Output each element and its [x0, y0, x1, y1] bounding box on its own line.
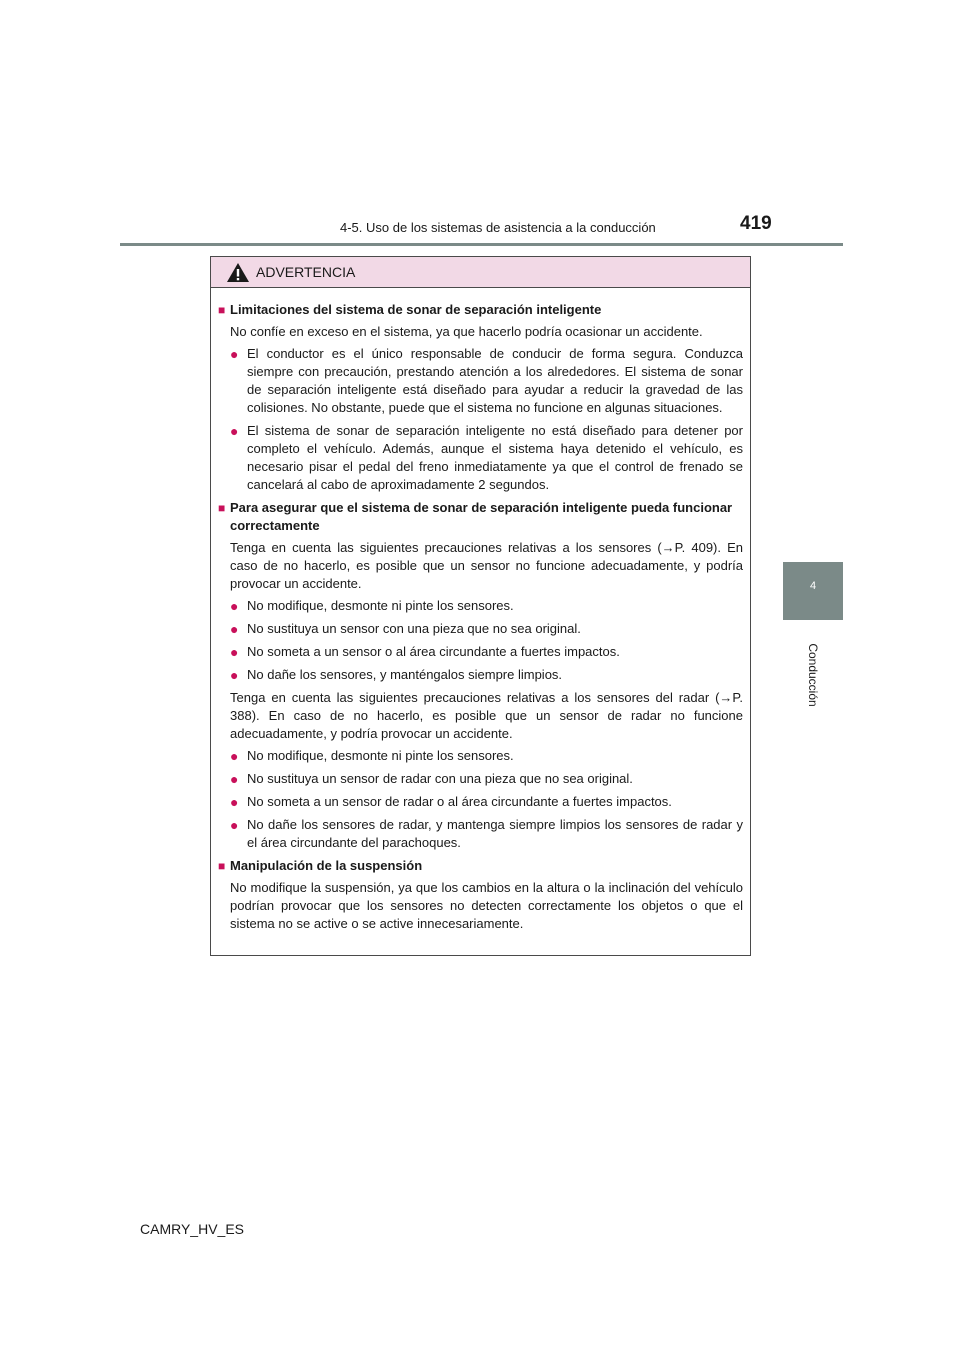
list-item-text: No sustituya un sensor con una pieza que no sea original. [247, 621, 581, 636]
list-item-text: No someta a un sensor de radar o al área circundante a fuertes impactos. [247, 794, 672, 809]
circle-bullet-icon: ● [230, 771, 239, 787]
section-title: 4-5. Uso de los sistemas de asistencia a la conducción [340, 220, 656, 235]
paragraph: No modifique la suspensión, ya que los cambios en la altura o la inclinación del vehículo podrían provocar que los sensores no detecten correctamente los objetos o que el sistema no se active o se active innecesariamente. [230, 880, 743, 931]
list-item [230, 770, 743, 788]
model-code: CAMRY_HV_ES [140, 1221, 245, 1237]
circle-bullet-icon: ● [230, 346, 239, 362]
list-item-text: El conductor es el único responsable de conducir de forma segura. Conduzca siempre con precaución, prestando atención a los alrededores. El sistema de sonar de separación inteligente está diseñado para ayudar a reducir la gravedad de las colisiones. No obstante, puede que el sistema no funcione en algunas situaciones. [247, 346, 743, 415]
page-number: 419 [740, 213, 772, 234]
circle-bullet-icon: ● [230, 748, 239, 764]
chapter-tab-number: 4 [783, 562, 843, 620]
circle-bullet-icon: ● [230, 794, 239, 810]
square-bullet-icon: ■ [218, 303, 226, 317]
circle-bullet-icon: ● [230, 817, 239, 833]
list-item [230, 747, 743, 765]
list-item-text: No modifique, desmonte ni pinte los sensores. [247, 598, 514, 613]
square-bullet-icon: ■ [218, 859, 226, 873]
warning-box [210, 256, 751, 956]
warning-body [211, 288, 750, 933]
warning-title: ADVERTENCIA [256, 264, 356, 280]
list-item [230, 597, 743, 615]
chapter-tab-label [783, 620, 843, 730]
circle-bullet-icon: ● [230, 598, 239, 614]
paragraph: Tenga en cuenta las siguientes precauciones relativas a los sensores (→P. 409). En caso de no hacerlo, es posible que un sensor no funcione adecuadamente, y podría provocar un accidente. [230, 540, 743, 591]
list-item [230, 345, 743, 417]
section-heading-text: Limitaciones del sistema de sonar de separación inteligente [230, 302, 602, 317]
list-item-text: No someta a un sensor o al área circundante a fuertes impactos. [247, 644, 620, 659]
list-item-text: No dañe los sensores, y manténgalos siempre limpios. [247, 667, 563, 682]
chapter-tab-label-text: Conducción [806, 643, 820, 707]
list-item-text: No sustituya un sensor de radar con una pieza que no sea original. [247, 771, 633, 786]
list-item-text: No dañe los sensores de radar, y mantenga siempre limpios los sensores de radar y el área circundante del parachoques. [247, 817, 743, 850]
list-item-text: El sistema de sonar de separación inteligente no está diseñado para detener por completo el vehículo. Además, aunque el sistema haya detenido el vehículo, es necesario pisar el pedal del freno inmediatamente ya que el control de frenado se cancelará al cabo de aproximadamente 2 segundos. [247, 423, 743, 492]
list-item [230, 620, 743, 638]
paragraph: No confíe en exceso en el sistema, ya que hacerlo podría ocasionar un accidente. [230, 324, 703, 339]
list-item [230, 643, 743, 661]
section-heading [218, 301, 743, 319]
warning-header [211, 257, 750, 288]
list-item [230, 422, 743, 494]
section-heading [218, 857, 743, 875]
circle-bullet-icon: ● [230, 644, 239, 660]
section-heading-text: Manipulación de la suspensión [230, 858, 423, 873]
circle-bullet-icon: ● [230, 667, 239, 683]
square-bullet-icon: ■ [218, 501, 226, 515]
list-item [230, 793, 743, 811]
warning-triangle-icon [227, 263, 249, 282]
section-heading [218, 499, 743, 535]
list-item [230, 666, 743, 684]
section-heading-text: Para asegurar que el sistema de sonar de separación inteligente pueda funcionar correctamente [230, 500, 733, 533]
circle-bullet-icon: ● [230, 423, 239, 439]
header-divider [120, 243, 843, 246]
paragraph: Tenga en cuenta las siguientes precauciones relativas a los sensores del radar (→P. 388). En caso de no hacerlo, es posible que un sensor de radar no funcione adecuadamente, y podría provocar un accidente. [230, 690, 743, 741]
circle-bullet-icon: ● [230, 621, 239, 637]
list-item [230, 816, 743, 852]
list-item-text: No modifique, desmonte ni pinte los sensores. [247, 748, 514, 763]
